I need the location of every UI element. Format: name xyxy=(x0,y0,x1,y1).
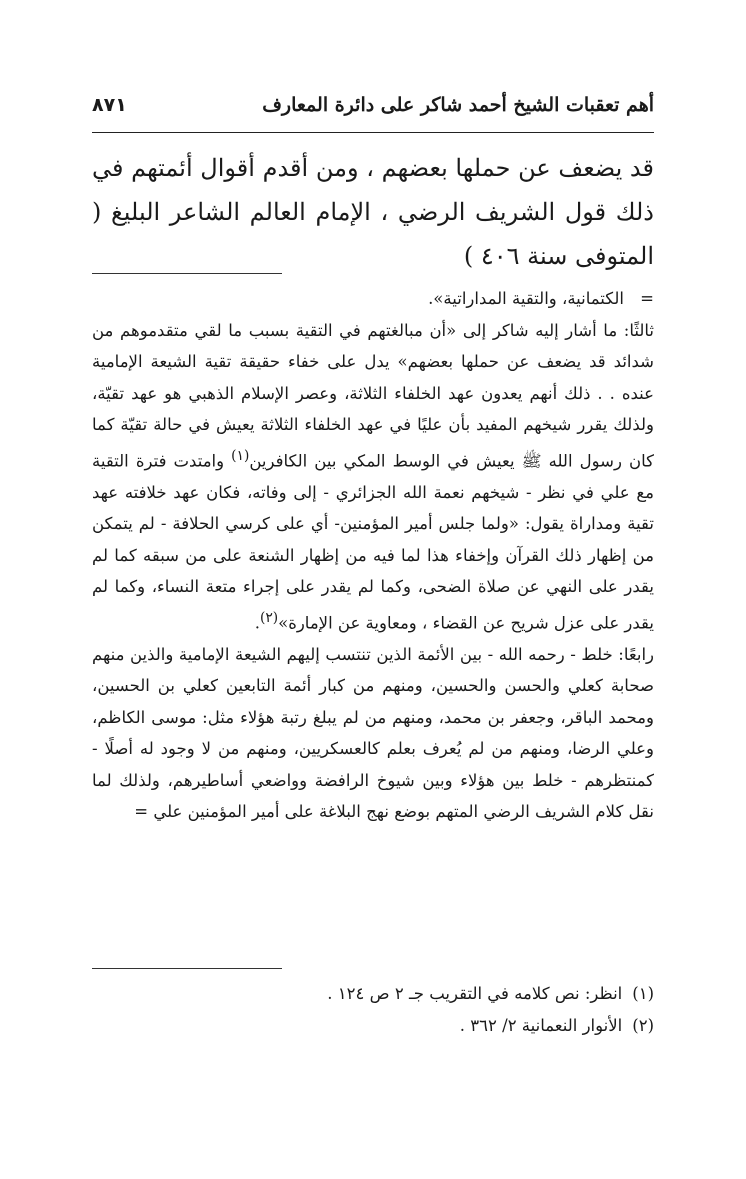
footnote-text: انظر: نص كلامه في التقريب جـ ٢ ص ١٢٤ . xyxy=(327,984,623,1003)
third-point-paragraph xyxy=(92,315,654,639)
third-point-continued: وامتدت فترة التقية مع علي في نظر - شيخهم نعمة الله الجزائري - إلى وفاته، فكان عهد خلافته عهد تقية ومداراة يقول: «ولما جلس أمير المؤمنين- أي على كرسي الحلافة - لم يتمكن من إظهار ذلك القرآن وإخفاء هذا لما فيه من إظهار الشنعة على من سبقه كما لم يقدر على النهي عن صلاة الضحى، وكما لم يقدر على إجراء متعة النساء، وكما لم يقدر على عزل شريح عن القضاء ، ومعاوية عن الإمارة» xyxy=(92,451,654,632)
continuation-text: الكتمانية، والتقية المداراتية». xyxy=(428,289,624,308)
running-title: أهم تعقبات الشيخ أحمد شاكر على دائرة المعارف xyxy=(262,94,654,116)
page-number: ٨٧١ xyxy=(92,94,127,116)
footnote-text: الأنوار النعمانية ٢/ ٣٦٢ . xyxy=(459,1016,623,1035)
continuation-mark: = xyxy=(640,289,654,308)
main-text xyxy=(92,146,654,278)
footnote-mark: (٢) xyxy=(632,1016,654,1035)
footnote-2 xyxy=(92,1010,654,1042)
main-paragraph: قد يضعف عن حملها بعضهم ، ومن أقدم أقوال أئمتهم في ذلك قول الشريف الرضي ، الإمام العالم الشاعر البليغ ( المتوفى سنة ٤٠٦ ) xyxy=(92,154,654,270)
footnote-1 xyxy=(92,978,654,1010)
third-point-end: . xyxy=(254,613,260,632)
page-header xyxy=(92,94,654,130)
footnote-mark: (١) xyxy=(632,984,654,1003)
footnote-ref-1[interactable]: (١) xyxy=(231,447,250,464)
continuation-line xyxy=(92,283,654,315)
header-rule xyxy=(92,132,654,133)
commentary-notes xyxy=(92,283,654,828)
notes-separator xyxy=(92,273,282,274)
fourth-point-paragraph: رابعًا: خلط - رحمه الله - بين الأئمة الذين تنتسب إليهم الشيعة الإمامية والذين منهم صحابة كعلي والحسن والحسين، ومنهم من كبار أئمة التابعين كعلي بن الحسين، ومحمد الباقر، وجعفر بن محمد، ومنهم من لم يبلغ رتبة هؤلاء مثل: موسى الكاظم، وعلي الرضا، ومنهم من لم يُعرف بعلم كالعسكريين، ومنهم من لا وجود له أصلًا - كمنتظرهم - خلط بين هؤلاء وبين شيوخ الرافضة وواضعي أساطيرهم، ولذلك لما نقل كلام الشريف الرضي المتهم بوضع نهج البلاغة على أمير المؤمنين علي = xyxy=(92,644,654,821)
footnote-ref-2[interactable]: (٢) xyxy=(259,609,279,626)
footnotes-separator xyxy=(92,968,282,969)
footnotes xyxy=(92,978,654,1042)
third-point-text: ثالثًا: ما أشار إليه شاكر إلى «أن مبالغتهم في التقية بسبب ما لقي متقدموهم من شدائد قد يضعف عن حملها بعضهم» يدل على خفاء حقيقة تقية الشيعة الإمامية عنده . . ذلك أنهم يعدون عهد الخلفاء الثلاثة، وعصر الإسلام الذهبي هو عهد تقيّة، ولذلك يقرر شيخهم المفيد بأن عليًا في عهد الخلفاء الثلاثة يعيش في حالة تقيّة كما كان رسول الله ﷺ يعيش في الوسط المكي بين الكافرين xyxy=(92,320,654,470)
